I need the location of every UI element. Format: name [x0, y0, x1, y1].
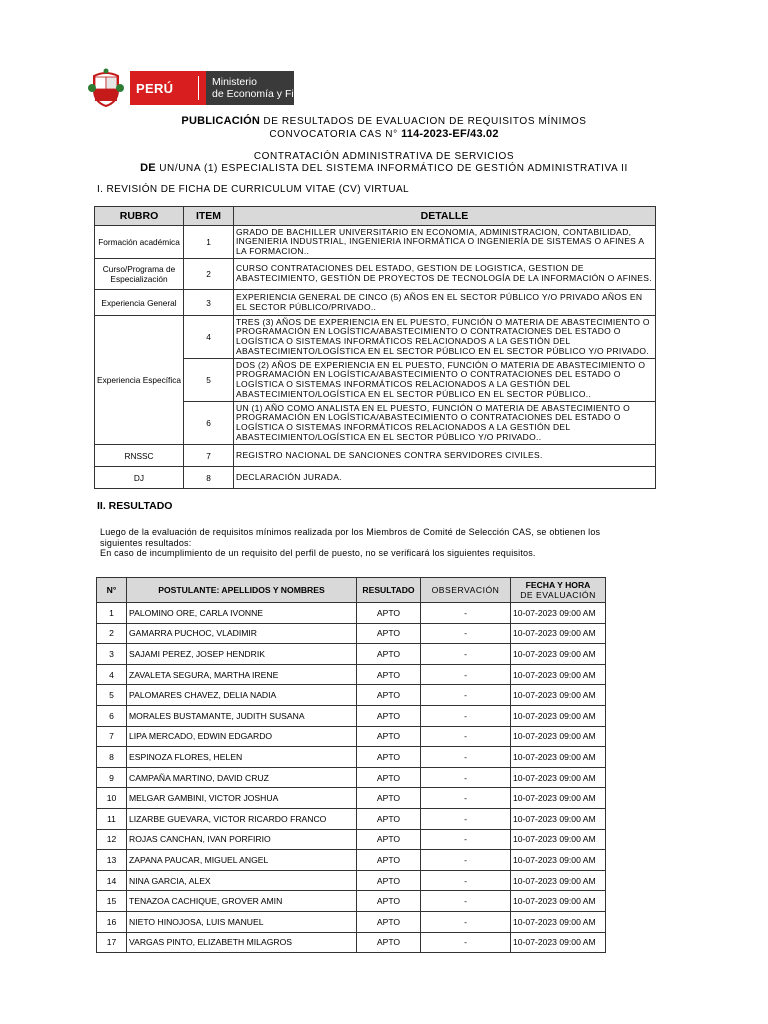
number-header: N° — [97, 578, 127, 603]
table-row — [97, 911, 606, 932]
applicant-name: MORALES BUSTAMANTE, JUDITH SUSANA — [127, 705, 357, 726]
title-line-2 — [0, 128, 768, 140]
item-cell: 1 — [184, 226, 234, 259]
title-line-3: CONTRATACIÓN ADMINISTRATIVA DE SERVICIOS — [253, 151, 515, 162]
date-cell: 10-07-2023 09:00 AM — [511, 705, 606, 726]
applicant-name: MELGAR GAMBINI, VICTOR JOSHUA — [127, 788, 357, 809]
date-header-line-2: DE EVALUACIÓN — [520, 590, 596, 600]
row-number: 14 — [97, 870, 127, 891]
result-cell: APTO — [357, 747, 421, 768]
results-body — [97, 603, 606, 953]
table-row — [97, 767, 606, 788]
section-2-title: II. RESULTADO — [97, 500, 173, 512]
row-number: 15 — [97, 891, 127, 912]
item-cell: 8 — [184, 467, 234, 489]
row-number: 4 — [97, 664, 127, 685]
row-number: 16 — [97, 911, 127, 932]
table-row — [97, 685, 606, 706]
result-cell: APTO — [357, 788, 421, 809]
table-row — [97, 623, 606, 644]
observation-cell: - — [421, 705, 511, 726]
row-number: 5 — [97, 685, 127, 706]
observation-header: OBSERVACIÓN — [421, 578, 511, 603]
warning-paragraph: En caso de incumplimiento de un requisito del perfil de puesto, no se verificará los siguientes requisitos. — [100, 548, 536, 558]
row-number: 1 — [97, 603, 127, 624]
applicant-name: SAJAMI PEREZ, JOSEP HENDRIK — [127, 644, 357, 665]
date-cell: 10-07-2023 09:00 AM — [511, 644, 606, 665]
result-cell: APTO — [357, 808, 421, 829]
result-cell: APTO — [357, 891, 421, 912]
table-row — [97, 870, 606, 891]
date-cell: 10-07-2023 09:00 AM — [511, 829, 606, 850]
result-cell: APTO — [357, 850, 421, 871]
date-cell: 10-07-2023 09:00 AM — [511, 767, 606, 788]
results-table — [96, 577, 606, 953]
convocatoria-prefix: CONVOCATORIA CAS N° — [269, 129, 402, 140]
applicant-name: PALOMINO ORE, CARLA IVONNE — [127, 603, 357, 624]
ministry-brand — [206, 71, 328, 105]
coat-of-arms-icon — [86, 68, 126, 108]
applicant-name: ZAVALETA SEGURA, MARTHA IRENE — [127, 664, 357, 685]
title-line-4 — [0, 162, 768, 174]
date-cell: 10-07-2023 09:00 AM — [511, 603, 606, 624]
date-cell: 10-07-2023 09:00 AM — [511, 932, 606, 953]
convocatoria-number: 114-2023-EF/43.02 — [401, 128, 499, 140]
date-cell: 10-07-2023 09:00 AM — [511, 747, 606, 768]
detail-cell: REGISTRO NACIONAL DE SANCIONES CONTRA SERVIDORES CIVILES. — [234, 445, 656, 467]
table-row — [97, 747, 606, 768]
requirements-table — [94, 206, 656, 489]
applicant-name: CAMPAÑA MARTINO, DAVID CRUZ — [127, 767, 357, 788]
observation-cell: - — [421, 685, 511, 706]
result-cell: APTO — [357, 767, 421, 788]
rubro-exp-general: Experiencia General — [95, 290, 184, 316]
date-cell: 10-07-2023 09:00 AM — [511, 850, 606, 871]
result-cell: APTO — [357, 603, 421, 624]
detail-cell: DOS (2) AÑOS DE EXPERIENCIA EN EL PUESTO, FUNCIÓN O MATERIA DE ABASTECIMIENTO O PROGRAMACIÓN EN LOGÍSTICA/ABASTECIMIENTO O CONTRATACIONES DEL ESTADO O LOGÍSTICA O SISTEMAS INFORMÁTICOS RELACIONADOS A LA GESTIÓN DEL ABASTECIMIENTO/LOGÍSTICA EN EL SECTOR PÚBLICO EN EL SECTOR PÚBLICO.. — [234, 359, 656, 402]
table-row — [97, 891, 606, 912]
observation-cell: - — [421, 850, 511, 871]
title-line-1 — [0, 115, 768, 127]
result-cell: APTO — [357, 644, 421, 665]
detail-cell: GRADO DE BACHILLER UNIVERSITARIO EN ECONOMIA, ADMINISTRACION, CONTABILIDAD, INGENIERIA INDUSTRIAL, INGENIERIA INFORMÁTICA O INGENIERÍA DE SISTEMAS O AFINES A LA FORMACION.. — [234, 226, 656, 259]
date-cell: 10-07-2023 09:00 AM — [511, 623, 606, 644]
position-title: UN/UNA (1) ESPECIALISTA DEL SISTEMA INFORMÁTICO DE GESTIÓN ADMINISTRATIVA II — [155, 163, 628, 174]
title-bold: PUBLICACIÓN — [181, 115, 261, 127]
intro-paragraph: Luego de la evaluación de requisitos mínimos realizada por los Miembros de Comité de Selección CAS, se obtienen los siguientes resultados: — [100, 527, 601, 548]
item-cell: 4 — [184, 316, 234, 359]
date-cell: 10-07-2023 09:00 AM — [511, 664, 606, 685]
row-number: 11 — [97, 808, 127, 829]
detail-cell: UN (1) AÑO COMO ANALISTA EN EL PUESTO, FUNCIÓN O MATERIA DE ABASTECIMIENTO O PROGRAMACIÓN EN LOGÍSTICA/ABASTECIMIENTO O CONTRATACIONES DEL ESTADO O LOGÍSTICA O SISTEMAS INFORMÁTICOS RELACIONADOS A LA GESTIÓN DEL ABASTECIMIENTO/LOGÍSTICA EN EL SECTOR PÚBLICO Y/O PRIVADO.. — [234, 402, 656, 445]
date-cell: 10-07-2023 09:00 AM — [511, 870, 606, 891]
detalle-header: DETALLE — [234, 207, 656, 226]
applicant-name: GAMARRA PUCHOC, VLADIMIR — [127, 623, 357, 644]
observation-cell: - — [421, 932, 511, 953]
date-cell: 10-07-2023 09:00 AM — [511, 911, 606, 932]
date-cell: 10-07-2023 09:00 AM — [511, 891, 606, 912]
observation-cell: - — [421, 808, 511, 829]
observation-cell: - — [421, 829, 511, 850]
logo-divider — [198, 76, 199, 100]
rubro-formacion: Formación académica — [95, 226, 184, 259]
item-header: ITEM — [184, 207, 234, 226]
peru-label: PERÚ — [136, 81, 174, 96]
item-cell: 3 — [184, 290, 234, 316]
date-cell: 10-07-2023 09:00 AM — [511, 726, 606, 747]
applicant-name: ESPINOZA FLORES, HELEN — [127, 747, 357, 768]
section-1-title: I. REVISIÓN DE FICHA DE CURRICULUM VITAE (CV) VIRTUAL — [97, 184, 409, 195]
result-cell: APTO — [357, 932, 421, 953]
rubro-exp-especifica: Experiencia Específica — [95, 316, 184, 445]
date-cell: 10-07-2023 09:00 AM — [511, 788, 606, 809]
results-intro — [100, 527, 640, 559]
observation-cell: - — [421, 747, 511, 768]
table-row — [97, 932, 606, 953]
rubro-curso: Curso/Programa de Especialización — [95, 259, 184, 290]
row-number: 9 — [97, 767, 127, 788]
item-cell: 2 — [184, 259, 234, 290]
observation-cell: - — [421, 664, 511, 685]
detail-cell: EXPERIENCIA GENERAL DE CINCO (5) AÑOS EN EL SECTOR PÚBLICO Y/O PRIVADO AÑOS EN EL SECTOR PÚBLICO/PRIVADO.. — [234, 290, 656, 316]
applicant-name: NINA GARCIA, ALEX — [127, 870, 357, 891]
row-number: 6 — [97, 705, 127, 726]
result-cell: APTO — [357, 664, 421, 685]
applicant-name: NIETO HINOJOSA, LUIS MANUEL — [127, 911, 357, 932]
detail-cell: CURSO CONTRATACIONES DEL ESTADO, GESTION DE LOGISTICA, GESTION DE ABASTECIMIENTO, GESTIÓN DE PROYECTOS DE TECNOLOGÍA DE LA INFORMACIÓN O AFINES. — [234, 259, 656, 290]
row-number: 2 — [97, 623, 127, 644]
result-cell: APTO — [357, 705, 421, 726]
applicant-name: TENAZOA CACHIQUE, GROVER AMIN — [127, 891, 357, 912]
row-number: 3 — [97, 644, 127, 665]
row-number: 7 — [97, 726, 127, 747]
row-number: 17 — [97, 932, 127, 953]
result-cell: APTO — [357, 623, 421, 644]
result-header: RESULTADO — [357, 578, 421, 603]
result-cell: APTO — [357, 911, 421, 932]
detail-cell: TRES (3) AÑOS DE EXPERIENCIA EN EL PUESTO, FUNCIÓN O MATERIA DE ABASTECIMIENTO O PROGRAMACIÓN EN LOGÍSTICA/ABASTECIMIENTO O CONTRATACIONES DEL ESTADO O LOGÍSTICA O SISTEMAS INFORMÁTICOS RELACIONADOS A LA GESTIÓN DEL ABASTECIMIENTO/LOGÍSTICA EN EL SECTOR PÚBLICO EN EL SECTOR PÚBLICO Y/O PRIVADO. — [234, 316, 656, 359]
table-row — [97, 705, 606, 726]
table-row — [97, 726, 606, 747]
observation-cell: - — [421, 726, 511, 747]
observation-cell: - — [421, 891, 511, 912]
table-row — [97, 644, 606, 665]
applicant-name: ZAPANA PAUCAR, MIGUEL ANGEL — [127, 850, 357, 871]
item-cell: 7 — [184, 445, 234, 467]
result-cell: APTO — [357, 870, 421, 891]
date-header-line-1: FECHA Y HORA — [525, 580, 591, 590]
item-cell: 6 — [184, 402, 234, 445]
row-number: 13 — [97, 850, 127, 871]
detail-cell: DECLARACIÓN JURADA. — [234, 467, 656, 489]
observation-cell: - — [421, 644, 511, 665]
applicant-name: LIPA MERCADO, EDWIN EDGARDO — [127, 726, 357, 747]
table-row — [97, 808, 606, 829]
applicant-name: ROJAS CANCHAN, IVAN PORFIRIO — [127, 829, 357, 850]
table-row — [97, 664, 606, 685]
rubro-header: RUBRO — [95, 207, 184, 226]
table-row — [97, 850, 606, 871]
rubro-dj: DJ — [95, 467, 184, 489]
result-cell: APTO — [357, 726, 421, 747]
observation-cell: - — [421, 788, 511, 809]
applicant-header: POSTULANTE: APELLIDOS Y NOMBRES — [127, 578, 357, 603]
title-rest: DE RESULTADOS DE EVALUACION DE REQUISITOS MÍNIMOS — [260, 116, 587, 127]
observation-cell: - — [421, 767, 511, 788]
table-row — [97, 788, 606, 809]
table-row — [97, 829, 606, 850]
date-header — [511, 578, 606, 603]
observation-cell: - — [421, 870, 511, 891]
result-cell: APTO — [357, 829, 421, 850]
row-number: 12 — [97, 829, 127, 850]
row-number: 10 — [97, 788, 127, 809]
ministry-label: Ministerio de Economía y Finanzas — [212, 76, 328, 100]
applicant-name: PALOMARES CHAVEZ, DELIA NADIA — [127, 685, 357, 706]
mef-logo — [86, 68, 328, 108]
result-cell: APTO — [357, 685, 421, 706]
table-row — [97, 603, 606, 624]
row-number: 8 — [97, 747, 127, 768]
applicant-name: VARGAS PINTO, ELIZABETH MILAGROS — [127, 932, 357, 953]
date-cell: 10-07-2023 09:00 AM — [511, 685, 606, 706]
observation-cell: - — [421, 623, 511, 644]
rubro-rnssc: RNSSC — [95, 445, 184, 467]
item-cell: 5 — [184, 359, 234, 402]
observation-cell: - — [421, 911, 511, 932]
applicant-name: LIZARBE GUEVARA, VICTOR RICARDO FRANCO — [127, 808, 357, 829]
date-cell: 10-07-2023 09:00 AM — [511, 808, 606, 829]
de-bold: DE — [140, 162, 156, 174]
observation-cell: - — [421, 603, 511, 624]
